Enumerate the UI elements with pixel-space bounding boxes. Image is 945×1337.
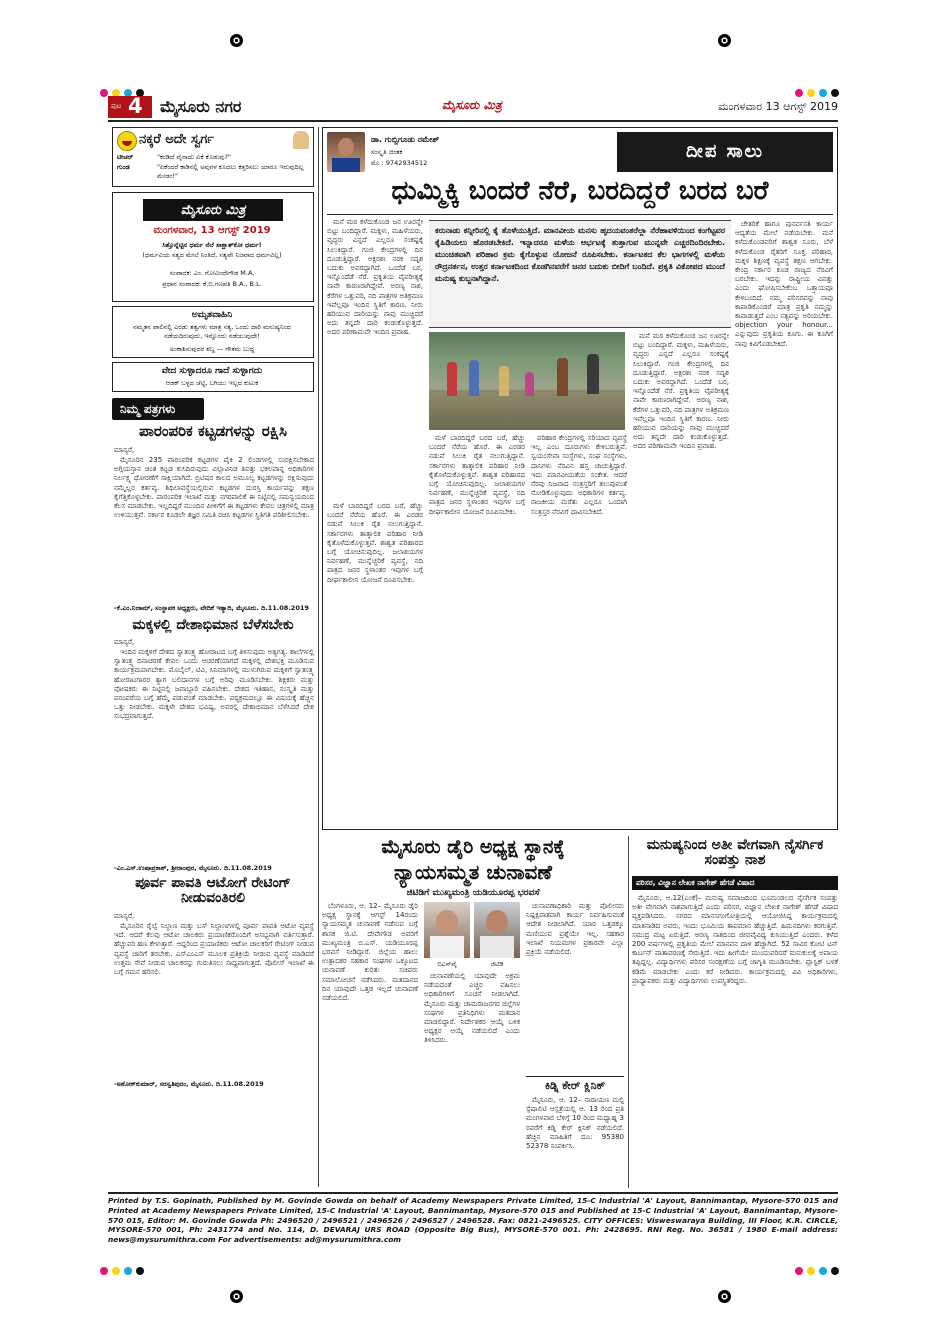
col2-body [429, 434, 525, 822]
column-title: ದೀಪ ಸಾಲು [686, 141, 764, 162]
letter2-body [114, 648, 314, 862]
header-rule [108, 120, 838, 122]
editor-line: ಸಂಪಾದಕ: ಎಂ. ಗೋವಿಂದೇಗೌಡ M.A. [169, 269, 255, 277]
col2-text: ಮಳೆ ಬಾರದಿದ್ದರೆ ಬರದ ಬರೆ, ಹೆಚ್ಚು ಬಂದರೆ ನೆರೆಯ ಹೊರೆ. ಈ ಎರಡರ ನಡುವೆ ಸಿಲುಕಿ ರೈತ ನಲುಗುತ್ತಿದ್ದಾನೆ. ಸರ್ಕಾರಗಳು ತಾತ್ಕಾಲಿಕ ಪರಿಹಾರ ನೀಡಿ ಕೈತೊಳೆದುಕೊಳ್ಳುತ್ತವೆ. ಶಾಶ್ವತ ಪರಿಹಾರದ ಬಗ್ಗೆ ಯೋಚಿಸುವುದಿಲ್ಲ. ಜಲಾಶಯಗಳ ನಿರ್ವಹಣೆ, ಮುನ್ನೆಚ್ಚರಿಕೆ ವ್ಯವಸ್ಥೆ, ನದಿ ಪಾತ್ರದ ಜನರ ಸ್ಥಳಾಂತರ ಇವುಗಳ ಬಗ್ಗೆ ದೀರ್ಘಕಾಲೀನ ಯೋಜನೆ ರೂಪಿಸಬೇಕು. [429, 434, 525, 516]
author-photo [327, 132, 365, 172]
registration-mark-bottom-left [230, 1290, 243, 1303]
dairy-col1 [322, 902, 418, 1242]
col1b-body [327, 502, 423, 822]
paper-name-box [143, 199, 283, 221]
dairy-col3 [526, 902, 624, 1072]
letter2-body-text: ಇಂದಿನ ಮಕ್ಕಳಿಗೆ ದೇಶದ ಸ್ವಾತಂತ್ರ್ಯ ಹೋರಾಟದ ಬಗ್ಗೆ ತಿಳಿಸುವುದು ಅತ್ಯಗತ್ಯ. ಶಾಲೆಗಳಲ್ಲಿ ಸ್ವಾತಂತ್ರ್ಯ ದಿನಾಚರಣೆ ಕೇವಲ ಒಂದು ಆಚರಣೆಯಾಗದೆ ಮಕ್ಕಳಲ್ಲಿ ದೇಶಭಕ್ತಿ ಮೂಡಿಸುವ ಕಾರ್ಯಕ್ರಮವಾಗಬೇಕು. ಮೊಬೈಲ್, ಟಿವಿ, ಸಿನಿಮಾಗಳಲ್ಲಿ ಮುಳುಗಿರುವ ಮಕ್ಕಳಿಗೆ ಸ್ವಾತಂತ್ರ್ಯ ಹೋರಾಟಗಾರರ ತ್ಯಾಗ ಬಲಿದಾನಗಳ ಬಗ್ಗೆ ಅರಿವು ಮೂಡಿಸಬೇಕು. ಶಿಕ್ಷಕರು ಮತ್ತು ಪೋಷಕರು ಈ ನಿಟ್ಟಿನಲ್ಲಿ ಜವಾಬ್ದಾರಿ ವಹಿಸಬೇಕು. ದೇಶದ ಇತಿಹಾಸ, ಸಂಸ್ಕೃತಿ ಮತ್ತು ಪರಂಪರೆಯ ಬಗ್ಗೆ ಹೆಮ್ಮೆ ಪಡುವಂತೆ ಮಾಡಬೇಕು. ಪಠ್ಯಕ್ರಮದಲ್ಲೂ ಈ ವಿಷಯಕ್ಕೆ ಹೆಚ್ಚಿನ ಒತ್ತು ನೀಡಬೇಕು. ಮಕ್ಕಳೇ ದೇಶದ ಭವಿಷ್ಯ, ಅವರಲ್ಲಿ ದೇಶಾಭಿಮಾನ ಬೆಳೆಸಿದರೆ ದೇಶ ಸುಭದ್ರವಾಗುತ್ತದೆ. [114, 648, 314, 721]
lead-box [429, 220, 731, 328]
page-number: 4 [128, 94, 143, 118]
proverb-title: ವೇದ ಸುಳ್ಳಾದರೂ ಗಾದೆ ಸುಳ್ಳಾಗದು [161, 366, 263, 376]
amrutha-box [112, 306, 314, 358]
page-label: ಪುಟ [111, 102, 122, 110]
registration-mark-top-left [230, 34, 243, 47]
paper-line2: (ಧರ್ಮವಿಯ ಸತ್ಯದ ಮೇಲೆ ನಿಂತಿದೆ, ಸತ್ಯವೇ ನಿಜವಾದ ಧರ್ಮವಿಲ್ಲ) [142, 251, 282, 259]
lead-text: ಕರುನಾಡು ಕನ್ನೀರಿನಲ್ಲಿ ಕೈ ತೊಳೆಯುತ್ತಿದೆ. ಮಾನವೀಯ ಮನಸು ಹೃದಯವಂತರೆಲ್ಲಾ ನೆರೆಹಾವಳಿಯಿಂದ ಕಂಗೆಟ್ಟವರ ಕೈಹಿಡಿಯಲು ಹೊರಡಬೇಕಿದೆ. ಇನ್ನಾದರೂ ಮಳೆಯ ಆರ್ಭಟಕ್ಕೆ ತುತ್ತಾಗುವ ಮುನ್ನವೇ ಎಚ್ಚರದಿಂದಿರಬೇಕು. ಮುಂಚಿತವಾಗಿ ಪರಿಹಾರ ಕ್ರಮ ಕೈಗೊಳ್ಳುವ ಯೋಜನೆ ರೂಪಿಸಬೇಕು. ಕರ್ನಾಟಕದ ಕೆಲ ಭಾಗಗಳಲ್ಲಿ ಮಳೆಯ ರೌದ್ರನರ್ತನ, ಉತ್ತರ ಕರ್ನಾಟಕದಿಂದ ಕೊಡಗಿನವರೆಗೆ ಜನರ ಬದುಕು ಬೀದಿಗೆ ಬಂದಿದೆ. ಪ್ರಕೃತಿ ವಿಕೋಪದ ಮುಂದೆ ಮನುಷ್ಯ ಕುಬ್ಜನಾಗಿದ್ದಾನೆ. [435, 226, 725, 283]
cartoon-figure-icon [293, 131, 309, 149]
left-column-rule [318, 127, 319, 1187]
masthead-logo: ಮೈಸೂರು ಮಿತ್ರ [442, 98, 502, 112]
paper-info-box [112, 192, 314, 302]
dairy-col3-text: ಚುನಾವಣಾಧಿಕಾರಿ ಮತ್ತು ಪೊಲೀಸರು ನಿಷ್ಪಕ್ಷಪಾತವಾಗಿ ಕಾರ್ಯ ನಿರ್ವಹಿಸುವಂತೆ ಆದೇಶ ನೀಡಲಾಗಿದೆ. ಯಾರ ಒತ್ತಡಕ್ಕೂ ಮಣಿಯುವ ಪ್ರಶ್ನೆಯೇ ಇಲ್ಲ. ಸಹಕಾರ ಇಲಾಖೆ ನಿಯಮಗಳ ಪ್ರಕಾರವೇ ಎಲ್ಲಾ ಪ್ರಕ್ರಿಯೆ ನಡೆಯಲಿದೆ. [526, 902, 624, 957]
letters-banner [112, 398, 204, 420]
col1b-text: ಮಳೆ ಬಾರದಿದ್ದರೆ ಬರದ ಬರೆ, ಹೆಚ್ಚು ಬಂದರೆ ನೆರೆಯ ಹೊರೆ. ಈ ಎರಡರ ನಡುವೆ ಸಿಲುಕಿ ರೈತ ನಲುಗುತ್ತಿದ್ದಾನೆ. ಸರ್ಕಾರಗಳು ತಾತ್ಕಾಲಿಕ ಪರಿಹಾರ ನೀಡಿ ಕೈತೊಳೆದುಕೊಳ್ಳುತ್ತವೆ. ಶಾಶ್ವತ ಪರಿಹಾರದ ಬಗ್ಗೆ ಯೋಚಿಸುವುದಿಲ್ಲ. ಜಲಾಶಯಗಳ ನಿರ್ವಹಣೆ, ಮುನ್ನೆಚ್ಚರಿಕೆ ವ್ಯವಸ್ಥೆ, ನದಿ ಪಾತ್ರದ ಜನರ ಸ್ಥಳಾಂತರ ಇವುಗಳ ಬಗ್ಗೆ ದೀರ್ಘಕಾಲೀನ ಯೋಜನೆ ರೂಪಿಸಬೇಕು. [327, 502, 423, 584]
col3-body [531, 434, 627, 822]
letter2-title: ಮಕ್ಕಳಲ್ಲಿ ದೇಶಾಭಿಮಾನ ಬೆಳೆಸಬೇಕು [132, 617, 294, 633]
letter3-title: ಪೂರ್ವ ಪಾವತಿ ಆಟೋಗೆ ರೇಟಿಂಗ್ ನೀಡುವಂತಿರಲಿ [135, 875, 291, 906]
headline-rule [327, 214, 833, 215]
amrutha-author: ಅಂಕಾಶಿಸುವುದರ ಶಬ್ದ — ಗೌತಮ ಬುದ್ಧ [169, 345, 255, 353]
humor-q-label: ಟೀಚರ್ [117, 153, 134, 161]
dairy-headline-2: ನ್ಯಾಯಸಮ್ಮತ ಚುನಾವಣೆ [394, 860, 552, 884]
bsy-photo [424, 902, 470, 958]
paper-name: ಮೈಸೂರು ಮಿತ್ರ [180, 203, 246, 218]
letter1-title: ಪಾರಂಪರಿಕ ಕಟ್ಟಡಗಳನ್ನು ರಕ್ಷಿಸಿ [138, 422, 288, 440]
col4-body [735, 220, 833, 822]
page-header [108, 96, 838, 118]
page-number-box [108, 96, 152, 118]
footer-rule [108, 1192, 838, 1194]
dairy-headline-1: ಮೈಸೂರು ಡೈರಿ ಅಧ್ಯಕ್ಷ ಸ್ಥಾನಕ್ಕೆ [381, 836, 565, 858]
kidney-body [526, 1096, 624, 1206]
author-phone: ಮೊ : 9742934512 [371, 159, 428, 167]
nature-headline: ಮನುಷ್ಯನಿಂದ ಅತೀ ವೇಗವಾಗಿ ನೈಸರ್ಗಿಕ ಸಂಪತ್ತು ನಾಶ [646, 837, 824, 868]
assoc-editor-line: ಪ್ರಧಾನ ಸಂಪಾದಕ: ಕೆ.ಬಿ.ಗಣಪತಿ B.A., B.L. [162, 280, 262, 288]
paper-date: ಮಂಗಳವಾರ, 13 ಆಗಸ್ಟ್ 2019 [153, 225, 271, 236]
registration-mark-top-right [718, 34, 731, 47]
col4-text: ಚೇತರಿಕೆ ಹಾಗೂ ಪುನರ್ವಸತಿ ಕಾರ್ಯ ಆದ್ಯತೆಯ ಮೇಲೆ ನಡೆಯಬೇಕು. ಮನೆ ಕಳೆದುಕೊಂಡವರಿಗೆ ಶಾಶ್ವತ ಸೂರು, ಬೆಳೆ ಕಳೆದುಕೊಂಡ ರೈತರಿಗೆ ಸೂಕ್ತ ಪರಿಹಾರ, ಮಕ್ಕಳ ಶಿಕ್ಷಣಕ್ಕೆ ವ್ಯವಸ್ಥೆ ತಕ್ಷಣ ಆಗಬೇಕು. ಕೇಂದ್ರ ಸರ್ಕಾರ ಕೂಡ ರಾಜ್ಯದ ನೆರವಿಗೆ ಬರಬೇಕು. ಇದನ್ನು ರಾಷ್ಟ್ರೀಯ ವಿಪತ್ತು ಎಂದು ಘೋಷಿಸಬೇಕೆಂಬ ಒತ್ತಾಯವೂ ಕೇಳಿಬಂದಿದೆ. ನಮ್ಮ ಪರಿಸರವನ್ನು ನಾವು ಕಾಪಾಡಿಕೊಂಡರೆ ಮಾತ್ರ ಪ್ರಕೃತಿ ನಮ್ಮನ್ನು ಕಾಪಾಡುತ್ತದೆ ಎಂಬ ಸತ್ಯವನ್ನು ಅರಿಯಬೇಕು. objection your honour... ಎನ್ನುವುದು ಪ್ರಕೃತಿಯ ಕೂಗು. ಈ ಕೂಗಿಗೆ ನಾವು ಕಿವಿಗೊಡಬೇಕಿದೆ. [735, 220, 833, 348]
nature-body [632, 894, 838, 1188]
letter3-body-text: ಮೈಸೂರಿನ ರೈಲ್ವೆ ನಿಲ್ದಾಣ ಮತ್ತು ಬಸ್ ನಿಲ್ದಾಣಗಳಲ್ಲಿ ಪೂರ್ವ ಪಾವತಿ ಆಟೋ ವ್ಯವಸ್ಥೆ ಇದೆ. ಆದರೆ ಕೆಲವು ಆಟೋ ಚಾಲಕರು ಪ್ರಯಾಣಿಕರೊಂದಿಗೆ ಅಸಭ್ಯವಾಗಿ ವರ್ತಿಸುತ್ತಾರೆ. ಹೆಚ್ಚುವರಿ ಹಣ ಕೇಳುತ್ತಾರೆ. ಆದ್ದರಿಂದ ಪ್ರಯಾಣಿಕರು ಆಟೋ ಚಾಲಕರಿಗೆ ರೇಟಿಂಗ್ ನೀಡುವ ವ್ಯವಸ್ಥೆ ಜಾರಿಗೆ ತರಬೇಕು. ಎಸ್‌ಎಂಎಸ್ ಮೂಲಕ ಪ್ರತಿಕ್ರಿಯೆ ನೀಡುವ ವ್ಯವಸ್ಥೆ ಮಾಡಿದರೆ ಉತ್ತಮ ಸೇವೆ ನೀಡುವ ಚಾಲಕರನ್ನು ಗುರುತಿಸಲು ಸಾಧ್ಯವಾಗುತ್ತದೆ. ಪೊಲೀಸ್ ಇಲಾಖೆ ಈ ಬಗ್ಗೆ ಗಮನ ಹರಿಸಲಿ. [114, 922, 314, 977]
imprint: Printed by T.S. Gopinath, Published by M. Govinde Gowda on behalf of Academy Newspapers Private Limited, 15-C Industrial 'A' Layout, Bannimantap, Mysore-570 015 and Printed at Academy Newspapers Private Limited, 15-C Industrial 'A' Layout, Bannimantap, Mysore-570 015 and Published at 15-C Industrial 'A' Layout, Bannimantap, Mysore-570 015, Editor: M. Govinde Gowda Ph: 2496520 / 2496521 / 2496526 / 2496527 / 2496528. Fax: 0821-2496525. CITY OFFICES: Visweswaraya Building, III Floor, K.R. CIRCLE, MYSORE-570 001, Ph: 2431774 and No. 114, D. DEVARAJ URS ROAD (Opposite Big Bus), MYSORE-570 001. Ph: 2428695. RNI Reg. No. 36581 / 1980 E-mail address: news@mysurumithra.com For advertisements: ad@mysurumithra.com [108, 1196, 838, 1245]
nature-subhead-box [632, 876, 838, 890]
dairy-subhead: ಜಿಟಿಡಿಗೆ ಮುಖ್ಯಮಂತ್ರಿ ಯಡಿಯೂರಪ್ಪ ಭರವಸೆ [406, 888, 540, 898]
laugh-emoji-icon [117, 131, 137, 151]
author-role: ಸಂಸ್ಕೃತಿ ಚಿಂತಕ [371, 148, 403, 156]
letter3-body [114, 922, 314, 1078]
col3b-body [633, 332, 729, 822]
amrutha-text: ನಮ್ಮತನ ಪಾಲಿನಲ್ಲಿ ಎರಡು ತತ್ವಗಳು ಮಾತ್ರ ಸತ್ಯ, ಒಂದು ದಾರಿ ಮನುಷ್ಯನಿಂದ ನಡೆಯದಿರುವುದು, ಇನ್ನೊಂದು ನಡೆಯುವುದೇ! [133, 323, 291, 340]
humor-title: ನಕ್ಕರೆ ಅದೇ ಸ್ವರ್ಗ [139, 132, 214, 147]
kidney-body-text: ಮೈಸೂರು, ಆ. 12– ನಾರಾಯಣ ಮಲ್ಟಿ ಸ್ಪೆಷಾಲಿಟಿ ಆಸ್ಪತ್ರೆಯಲ್ಲಿ ಆ. 13 ರಿಂದ ಪ್ರತಿ ಮಂಗಳವಾರ ಬೆಳಿಗ್ಗೆ 10 ರಿಂದ ಮಧ್ಯಾಹ್ನ 3 ರವರೆಗೆ ಕಿಡ್ನಿ ಕೇರ್ ಕ್ಲಿನಿಕ್ ನಡೆಯಲಿದೆ. ಹೆಚ್ಚಿನ ಮಾಹಿತಿಗೆ ದೂ: 95380 52378 ಸಂಪರ್ಕಿಸಿ. [526, 1096, 624, 1151]
letter1-salute: ಮಾನ್ಯರೆ, [114, 446, 135, 454]
letters-banner-text: ನಿಮ್ಮ ಪತ್ರಗಳು [120, 402, 176, 416]
proverb-box [112, 362, 314, 392]
humor-a: "ಏಕೆಂದರೆ ಕಾಡಿನಲ್ಲಿ ಅವುಗಳ ಕೂದಲು ಕತ್ತರಿಸಲು ಯಾರೂ ಇರುವುದಿಲ್ಲ ಮೇಡಂ!" [157, 163, 304, 180]
gtd-caption: ಜಿಟಿಡಿ [490, 960, 504, 968]
letter2-sign: -ಎಂ.ಎಸ್.ಉಷಾಪ್ರಕಾಶ್, ಶ್ರೀರಾಂಪುರ, ಮೈಸೂರು. ದಿ.11.08.2019 [114, 864, 272, 872]
kidney-title: ಕಿಡ್ನಿ ಕೇರ್ ಕ್ಲಿನಿಕ್ [544, 1079, 606, 1092]
letter3-sign: -ಅಶೋಕ್‌ಕುಮಾರ್, ಸರಸ್ವತಿಪುರಂ, ಮೈಸೂರು. ದಿ.11.08.2019 [114, 1080, 264, 1088]
letter1-sign: -ಕೆ.ಎಂ.ನಿಜಾಮ್, ಸಂಸ್ಥಾಪಕ ಅಧ್ಯಕ್ಷರು, ವೇದಿಕೆ ಇತ್ಯಾದಿ, ಮೈಸೂರು. ದಿ.11.08.2019 [114, 604, 309, 612]
center-column-rule [628, 836, 629, 1188]
humor-box [112, 127, 314, 187]
col1-body [327, 218, 423, 498]
paper-line1: ಸಿತ್ತೊನ್ನೆಟ್ಟಿನ ಧರ್ಮ ನೆಲೆ ಸಾಕ್ಷಾತ್‌ಕೋ ಧರ್ಮ! [162, 241, 262, 249]
header-date: ಮಂಗಳವಾರ 13 ಆಗಸ್ಟ್ 2019 [718, 100, 838, 113]
registration-mark-bottom-right [718, 1290, 731, 1303]
col1-text: ಮನೆ ಮಠ ಕಳೆದುಕೊಂಡ ಜನ ಊರನ್ನೇ ಬಿಟ್ಟು ಬಂದಿದ್ದಾರೆ. ಮಕ್ಕಳು, ಮಹಿಳೆಯರು, ವೃದ್ಧರು ಎನ್ನದೆ ಎಲ್ಲರೂ ಸಂಕಷ್ಟಕ್ಕೆ ಸಿಲುಕಿದ್ದಾರೆ. ಗಂಜಿ ಕೇಂದ್ರಗಳಲ್ಲಿ ದಿನ ದೂಡುತ್ತಿದ್ದಾರೆ. ಅಕ್ಷರಶಃ ನರಕ ಸದೃಶ ಬದುಕು ಅವರದ್ದಾಗಿದೆ. ಒಂದೆಡೆ ಬರ, ಇನ್ನೊಂದೆಡೆ ನೆರೆ. ಪ್ರಕೃತಿಯ ವೈಪರೀತ್ಯಕ್ಕೆ ನಾವೇ ಕಾರಣರಾಗಿದ್ದೇವೆ. ಅರಣ್ಯ ನಾಶ, ಕೆರೆಗಳ ಒತ್ತುವರಿ, ನದಿ ಪಾತ್ರಗಳ ಅತಿಕ್ರಮಣ ಇವೆಲ್ಲವೂ ಇಂದಿನ ಸ್ಥಿತಿಗೆ ಕಾರಣ. ನೀರು ಹರಿಯುವ ದಾರಿಯನ್ನು ನಾವು ಮುಚ್ಚಿದರೆ ಅದು ತನ್ನದೇ ದಾರಿ ಕಂಡುಕೊಳ್ಳುತ್ತದೆ. ಅದರ ಪರಿಣಾಮವೇ ಇಂದಿನ ಪ್ರವಾಹ. [327, 218, 423, 337]
column-article-box [322, 127, 838, 830]
letter2-salute: ಮಾನ್ಯರೆ, [114, 638, 135, 646]
kidney-rule [526, 1076, 624, 1077]
color-bar-bottom-left [100, 1260, 148, 1279]
column-headline: ಧುಮ್ಮಿಕ್ಕಿ ಬಂದರೆ ನೆರೆ, ಬರದಿದ್ದರೆ ಬರದ ಬರೆ [391, 176, 769, 206]
nature-body-text: ಮೈಸೂರು, ಆ.12(ಎಂಕೆ)– ಮನುಷ್ಯ ಸಮಾಜದಿಂದ ಭೂಮಂಡಲದ ನೈಸರ್ಗಿಕ ಸಂಪತ್ತು ಅತೀ ವೇಗವಾಗಿ ನಾಶವಾಗುತ್ತಿದೆ ಎಂದು ಪರಿಸರ, ವಿಜ್ಞಾನ ಲೇಖಕ ನಾಗೇಶ್ ಹೆಗಡೆ ವಿಷಾದ ವ್ಯಕ್ತಪಡಿಸಿದರು. ನಗರದ ಮಾನಸಗಂಗೋತ್ರಿಯಲ್ಲಿ ಆಯೋಜಿಸಿದ್ದ ಕಾರ್ಯಕ್ರಮದಲ್ಲಿ ಮಾತನಾಡಿದ ಅವರು, ಇಂದು ಭೂಮಿಯ ತಾಪಮಾನ ಹೆಚ್ಚುತ್ತಿದೆ. ಹಿಮನದಿಗಳು ಕರಗುತ್ತಿವೆ. ಸಮುದ್ರ ಮಟ್ಟ ಏರುತ್ತಿದೆ. ಅರಣ್ಯ ನಾಶದಿಂದ ಜೀವವೈವಿಧ್ಯ ಕುಸಿಯುತ್ತಿದೆ ಎಂದರು. ಕಳೆದ 200 ವರ್ಷಗಳಲ್ಲಿ ಪ್ರಕೃತಿಯ ಮೇಲೆ ಮಾನವನ ದಾಳಿ ಹೆಚ್ಚಾಗಿದೆ. 52 ಸಾವಿರ ಕೋಟಿ ಟನ್ ಕಾರ್ಬನ್ ವಾತಾವರಣಕ್ಕೆ ಸೇರುತ್ತಿದೆ. ಇದು ಹೀಗೆಯೇ ಮುಂದುವರಿದರೆ ಮನುಕುಲಕ್ಕೆ ಅಪಾಯ ತಪ್ಪಿದ್ದಲ್ಲ. ವಿದ್ಯಾರ್ಥಿಗಳು ಪರಿಸರ ಸಂರಕ್ಷಣೆಯ ಬಗ್ಗೆ ಜಾಗೃತಿ ಮೂಡಿಸಬೇಕು. ಪ್ಲಾಸ್ಟಿಕ್ ಬಳಕೆ ಕಡಿಮೆ ಮಾಡಬೇಕು ಎಂದು ಕರೆ ನೀಡಿದರು. ಕಾರ್ಯಕ್ರಮದಲ್ಲಿ ವಿವಿ ಅಧಿಕಾರಿಗಳು, ಪ್ರಾಧ್ಯಾಪಕರು ಮತ್ತು ವಿದ್ಯಾರ್ಥಿಗಳು ಉಪಸ್ಥಿತರಿದ್ದರು. [632, 894, 838, 985]
author-name: ಡಾ. ಗುಬ್ಬಿಗೂಡು ರಮೇಶ್ [371, 135, 440, 144]
humor-q: "ಕಂಡಿದೆ ವೈನಾದು ಏಕೆ ಕೊಡುವು?" [157, 153, 231, 161]
section-title: ಮೈಸೂರು ನಗರ [160, 97, 242, 116]
dairy-col2-text: ಚುನಾವಣೆಯಲ್ಲಿ ಯಾವುದೇ ಅಕ್ರಮ ನಡೆಯದಂತೆ ಎಚ್ಚರ ವಹಿಸಲು ಅಧಿಕಾರಿಗಳಿಗೆ ಸೂಚನೆ ನೀಡಲಾಗಿದೆ. ಮೈಸೂರು ಮತ್ತು ಚಾಮರಾಜನಗರ ಜಿಲ್ಲೆಗಳ ಸಂಘಗಳ ಪ್ರತಿನಿಧಿಗಳು ಮತದಾನ ಮಾಡಲಿದ್ದಾರೆ. ನಿರ್ದೇಶಕರ ಆಯ್ಕೆ ಬಳಿಕ ಅಧ್ಯಕ್ಷರ ಆಯ್ಕೆ ನಡೆಯಲಿದೆ ಎಂದು ತಿಳಿಸಿದರು. [424, 972, 520, 1045]
nature-subhead: ಪರಿಸರ, ವಿಜ್ಞಾನ ಲೇಖಕ ನಾಗೇಶ್ ಹೆಗಡೆ ವಿಷಾದ [636, 878, 755, 887]
column-title-box [617, 132, 833, 172]
letter1-body [114, 456, 314, 602]
col3b-text: ಮನೆ ಮಠ ಕಳೆದುಕೊಂಡ ಜನ ಊರನ್ನೇ ಬಿಟ್ಟು ಬಂದಿದ್ದಾರೆ. ಮಕ್ಕಳು, ಮಹಿಳೆಯರು, ವೃದ್ಧರು ಎನ್ನದೆ ಎಲ್ಲರೂ ಸಂಕಷ್ಟಕ್ಕೆ ಸಿಲುಕಿದ್ದಾರೆ. ಗಂಜಿ ಕೇಂದ್ರಗಳಲ್ಲಿ ದಿನ ದೂಡುತ್ತಿದ್ದಾರೆ. ಅಕ್ಷರಶಃ ನರಕ ಸದೃಶ ಬದುಕು ಅವರದ್ದಾಗಿದೆ. ಒಂದೆಡೆ ಬರ, ಇನ್ನೊಂದೆಡೆ ನೆರೆ. ಪ್ರಕೃತಿಯ ವೈಪರೀತ್ಯಕ್ಕೆ ನಾವೇ ಕಾರಣರಾಗಿದ್ದೇವೆ. ಅರಣ್ಯ ನಾಶ, ಕೆರೆಗಳ ಒತ್ತುವರಿ, ನದಿ ಪಾತ್ರಗಳ ಅತಿಕ್ರಮಣ ಇವೆಲ್ಲವೂ ಇಂದಿನ ಸ್ಥಿತಿಗೆ ಕಾರಣ. ನೀರು ಹರಿಯುವ ದಾರಿಯನ್ನು ನಾವು ಮುಚ್ಚಿದರೆ ಅದು ತನ್ನದೇ ದಾರಿ ಕಂಡುಕೊಳ್ಳುತ್ತದೆ. ಅದರ ಪರಿಣಾಮವೇ ಇಂದಿನ ಪ್ರವಾಹ. [633, 332, 729, 451]
flood-photo [429, 332, 625, 430]
color-bar-bottom-right [795, 1260, 843, 1279]
letter1-body-text: ಮೈಸೂರಿನ 235 ಪಾರಂಪರಿಕ ಕಟ್ಟಡಗಳ ಪೈಕಿ 2 ಲಿಂಡಗಳಲ್ಲಿ ಸಂರಕ್ಷಿಸಬೇಕಾದ ಅಗ್ಗಿಯಸ್ತಾನ ಚಿಂತ ಕಟ್ಟಡ ಕುಸಿದಿರುವುದು ವಿಲ್ಲಾವಿನಿಡ ತಿವತ್ತು ಭಕಲವಾನ್ನ ಅಧಿಕಾರಿಗಳ ನಿರ್ಲಕ್ಷ್ಯ ಧೋರಣೆಗೆ ಸಾಕ್ಷಿಯಾಗಿದೆ. ಬ್ರಿಟಿಷರ ಕಾಲದ ಅಮೂಲ್ಯ ಕಟ್ಟಡಗಳನ್ನು ರಕ್ಷಿಸುವುದು ನಮ್ಮೆಲ್ಲರ ಕರ್ತವ್ಯ. ಶಿಥಿಲಾವಸ್ಥೆಯಲ್ಲಿರುವ ಕಟ್ಟಡಗಳ ದುರಸ್ತಿ ಕಾರ್ಯವನ್ನು ತಕ್ಷಣ ಕೈಗೆತ್ತಿಕೊಳ್ಳಬೇಕು. ಪಾರಂಪರಿಕ ಇಲಾಖೆ ಮತ್ತು ನಗರಪಾಲಿಕೆ ಈ ನಿಟ್ಟಿನಲ್ಲಿ ಸಮನ್ವಯದಿಂದ ಕೆಲಸ ಮಾಡಬೇಕು. ಇಲ್ಲದಿದ್ದರೆ ಮುಂದಿನ ಪೀಳಿಗೆಗೆ ಈ ಕಟ್ಟಡಗಳು ಕೇವಲ ಚಿತ್ರಗಳಲ್ಲಿ ಮಾತ್ರ ಉಳಿಯುತ್ತವೆ. ಸರ್ಕಾರ ಕೂಡಲೇ ತಜ್ಞರ ಸಮಿತಿ ರಚಿಸಿ ಕಟ್ಟಡಗಳ ಸ್ಥಿತಿಗತಿ ಪರಿಶೀಲಿಸಬೇಕು. [114, 456, 314, 520]
dairy-col1-text: ಬೆಂಗಳೂರು, ಆ. 12– ಮೈಸೂರು ಡೈರಿ ಅಧ್ಯಕ್ಷ ಸ್ಥಾನಕ್ಕೆ ಆಗಸ್ಟ್ 14ರಂದು ನ್ಯಾಯಸಮ್ಮತ ಚುನಾವಣೆ ನಡೆಸುವ ಬಗ್ಗೆ ಶಾಸಕ ಜಿ.ಟಿ. ದೇವೇಗೌಡ ಅವರಿಗೆ ಮುಖ್ಯಮಂತ್ರಿ ಬಿ.ಎಸ್. ಯಡಿಯೂರಪ್ಪ ಭರವಸೆ ನೀಡಿದ್ದಾರೆ. ಜಿಲ್ಲೆಯ ಹಾಲು ಉತ್ಪಾದಕರ ಸಹಕಾರ ಸಂಘಗಳ ಒಕ್ಕೂಟದ ಚುನಾವಣೆ ಕುರಿತು ಸಚಿವರು ಸಮಾಲೋಚನೆ ನಡೆಸಿದರು. ಮತದಾನದ ದಿನ ಯಾವುದೇ ಒತ್ತಡ ಇಲ್ಲದೆ ಚುನಾವಣೆ ನಡೆಯಲಿದೆ. [322, 902, 418, 1003]
amrutha-title: ಅಮೃತವಾಹಿನಿ [191, 310, 233, 320]
col3-text: ಪರಿಹಾರ ಕೇಂದ್ರಗಳಲ್ಲಿ ಸರಿಯಾದ ವ್ಯವಸ್ಥೆ ಇಲ್ಲ ಎಂಬ ದೂರುಗಳು ಕೇಳಿಬರುತ್ತಿವೆ. ಸ್ವಯಂಸೇವಾ ಸಂಸ್ಥೆಗಳು, ಸಂಘ ಸಂಸ್ಥೆಗಳು, ದಾನಿಗಳು ನೆರವಿನ ಹಸ್ತ ಚಾಚುತ್ತಿದ್ದಾರೆ. ಇದು ಮಾನವೀಯತೆಯ ಸಂಕೇತ. ಆದರೆ ನೆರವು ನಿಜವಾದ ಸಂತ್ರಸ್ತರಿಗೆ ತಲುಪುವಂತೆ ನೋಡಿಕೊಳ್ಳುವುದು ಅಧಿಕಾರಿಗಳ ಕರ್ತವ್ಯ. ರಾಜಕೀಯ ಮರೆತು ಎಲ್ಲರೂ ಒಂದಾಗಿ ಸಂತ್ರಸ್ತರ ನೆರವಿಗೆ ಧಾವಿಸಬೇಕಿದೆ. [531, 434, 627, 516]
letter3-salute: ಮಾನ್ಯರೆ, [114, 912, 135, 920]
proverb-text: ಆಡಕ್ ಬಳ್ಳದ ಚೆಟ್ಟಿ, ಬಗಿಯು ಇಲ್ಲದ ಕುಟುಕ [165, 379, 259, 387]
gtd-photo [474, 902, 520, 958]
bsy-caption: ಬಿಎಸ್‌ವೈ [437, 960, 457, 968]
humor-a-label: ಗುಂಡ [117, 163, 130, 171]
